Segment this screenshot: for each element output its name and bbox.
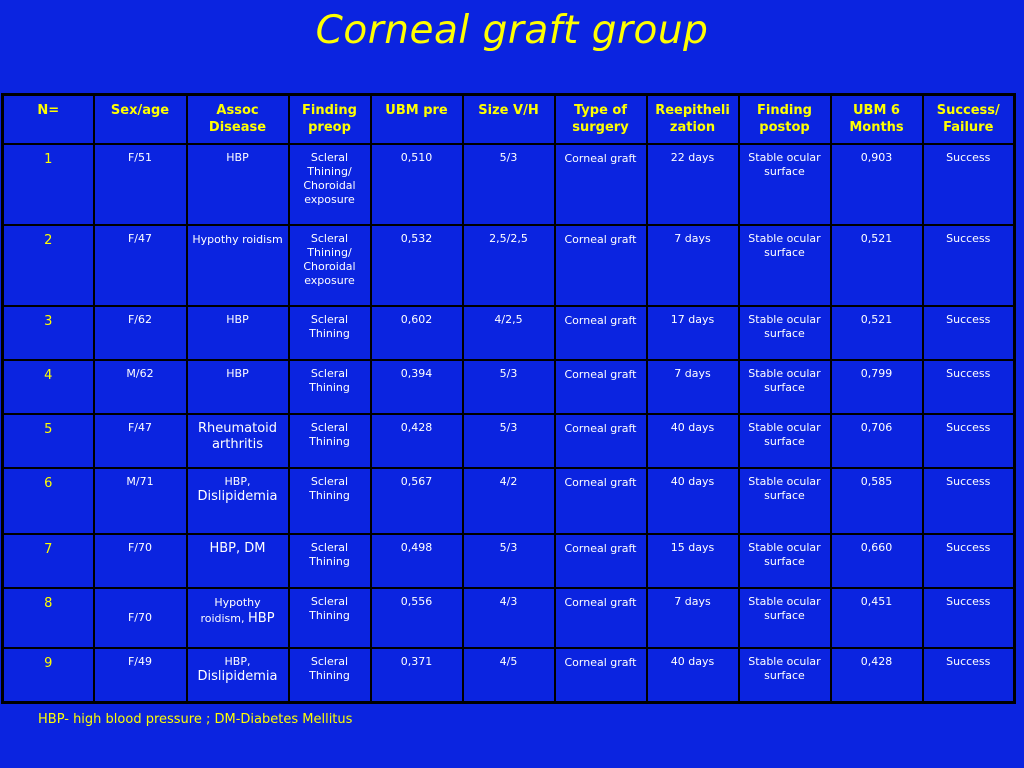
header-reepithelization: Reepitheli zation bbox=[647, 95, 739, 145]
result-cell: Success bbox=[923, 360, 1015, 414]
ubm-pre-cell: 0,567 bbox=[371, 468, 463, 534]
size-cell: 5/3 bbox=[463, 534, 555, 588]
header-ubm-pre: UBM pre bbox=[371, 95, 463, 145]
surgery-cell bbox=[555, 534, 647, 588]
ubm-pre-cell: 0,556 bbox=[371, 588, 463, 648]
finding-postop-cell: Stable ocular surface bbox=[739, 144, 831, 225]
ubm-6m-cell: 0,799 bbox=[831, 360, 923, 414]
size-cell: 4/5 bbox=[463, 648, 555, 702]
size-cell: 4/2,5 bbox=[463, 306, 555, 360]
surgery-cell bbox=[555, 414, 647, 468]
surgery-text: Corneal graft bbox=[564, 656, 637, 669]
disease-cell: Hypothy roidism bbox=[187, 225, 289, 306]
disease-cell bbox=[187, 468, 289, 534]
disease-text-line-2 bbox=[190, 611, 286, 627]
disease-text: Dislipidemia bbox=[197, 669, 278, 684]
size-cell: 5/3 bbox=[463, 414, 555, 468]
ubm-pre-cell: 0,532 bbox=[371, 225, 463, 306]
finding-postop-cell: Stable ocular surface bbox=[739, 468, 831, 534]
disease-text: HBP, DM bbox=[209, 541, 266, 556]
result-cell: Success bbox=[923, 414, 1015, 468]
ubm-6m-cell: 0,585 bbox=[831, 468, 923, 534]
disease-cell bbox=[187, 534, 289, 588]
table-row bbox=[3, 360, 1015, 414]
reepithelization-cell: 40 days bbox=[647, 468, 739, 534]
sex-age-cell: F/51 bbox=[94, 144, 187, 225]
disease-text: HBP, bbox=[224, 475, 251, 488]
size-cell: 2,5/2,5 bbox=[463, 225, 555, 306]
disease-text: HBP, bbox=[224, 655, 251, 668]
finding-preop-cell: Scleral Thining bbox=[289, 414, 371, 468]
reepithelization-cell: 7 days bbox=[647, 588, 739, 648]
ubm-6m-cell: 0,706 bbox=[831, 414, 923, 468]
size-cell: 5/3 bbox=[463, 144, 555, 225]
surgery-text: Corneal graft bbox=[564, 476, 637, 489]
header-sex-age: Sex/age bbox=[94, 95, 187, 145]
ubm-6m-cell: 0,521 bbox=[831, 225, 923, 306]
corneal-graft-table bbox=[1, 93, 1016, 704]
table-row bbox=[3, 588, 1015, 648]
reepithelization-cell: 15 days bbox=[647, 534, 739, 588]
surgery-cell bbox=[555, 648, 647, 702]
surgery-cell bbox=[555, 306, 647, 360]
result-cell: Success bbox=[923, 534, 1015, 588]
finding-preop-cell: Scleral Thining bbox=[289, 306, 371, 360]
reepithelization-cell: 17 days bbox=[647, 306, 739, 360]
disease-text: HBP bbox=[248, 611, 275, 626]
finding-preop-cell: Scleral Thining/ Choroidal exposure bbox=[289, 144, 371, 225]
ubm-pre-cell: 0,428 bbox=[371, 414, 463, 468]
table-row bbox=[3, 648, 1015, 702]
table-row bbox=[3, 306, 1015, 360]
disease-text: Hypothy bbox=[214, 596, 261, 609]
ubm-pre-cell: 0,498 bbox=[371, 534, 463, 588]
ubm-pre-cell: 0,371 bbox=[371, 648, 463, 702]
disease-cell: HBP bbox=[187, 144, 289, 225]
row-number: 2 bbox=[3, 225, 94, 306]
finding-postop-cell: Stable ocular surface bbox=[739, 648, 831, 702]
size-cell: 4/3 bbox=[463, 588, 555, 648]
ubm-pre-cell: 0,510 bbox=[371, 144, 463, 225]
slide-title: Corneal graft group bbox=[315, 8, 709, 53]
header-finding-preop: Finding preop bbox=[289, 95, 371, 145]
finding-preop-cell: Scleral Thining bbox=[289, 360, 371, 414]
sex-age-cell bbox=[94, 588, 187, 648]
reepithelization-cell: 40 days bbox=[647, 648, 739, 702]
finding-postop-cell: Stable ocular surface bbox=[739, 534, 831, 588]
header-assoc-disease: Assoc Disease bbox=[187, 95, 289, 145]
size-cell: 5/3 bbox=[463, 360, 555, 414]
header-success-failure: Success/ Failure bbox=[923, 95, 1015, 145]
result-cell: Success bbox=[923, 648, 1015, 702]
surgery-text: Corneal graft bbox=[564, 422, 637, 435]
surgery-cell bbox=[555, 360, 647, 414]
disease-text: Dislipidemia bbox=[197, 489, 278, 504]
disease-cell: HBP bbox=[187, 360, 289, 414]
result-cell: Success bbox=[923, 225, 1015, 306]
surgery-text: Corneal graft bbox=[564, 233, 637, 246]
surgery-text: Corneal graft bbox=[564, 368, 637, 381]
sex-age-cell: M/62 bbox=[94, 360, 187, 414]
header-finding-postop: Finding postop bbox=[739, 95, 831, 145]
sex-age-cell: F/47 bbox=[94, 225, 187, 306]
ubm-pre-cell: 0,602 bbox=[371, 306, 463, 360]
sex-age-cell: F/47 bbox=[94, 414, 187, 468]
surgery-cell bbox=[555, 588, 647, 648]
reepithelization-cell: 40 days bbox=[647, 414, 739, 468]
table-row bbox=[3, 225, 1015, 306]
finding-preop-cell: Scleral Thining bbox=[289, 468, 371, 534]
table-row bbox=[3, 144, 1015, 225]
row-number: 4 bbox=[3, 360, 94, 414]
table-row bbox=[3, 534, 1015, 588]
header-ubm-6-months: UBM 6 Months bbox=[831, 95, 923, 145]
header-type-of-surgery: Type of surgery bbox=[555, 95, 647, 145]
row-number: 3 bbox=[3, 306, 94, 360]
sex-age-cell: F/62 bbox=[94, 306, 187, 360]
row-number: 9 bbox=[3, 648, 94, 702]
sex-age-cell: F/49 bbox=[94, 648, 187, 702]
finding-preop-cell: Scleral Thining bbox=[289, 534, 371, 588]
surgery-cell bbox=[555, 225, 647, 306]
header-size: Size V/H bbox=[463, 95, 555, 145]
abbreviation-footnote: HBP- high blood pressure ; DM-Diabetes Mellitus bbox=[38, 712, 353, 727]
ubm-6m-cell: 0,428 bbox=[831, 648, 923, 702]
finding-postop-cell: Stable ocular surface bbox=[739, 414, 831, 468]
surgery-text: Corneal graft bbox=[564, 152, 637, 165]
row-number: 5 bbox=[3, 414, 94, 468]
surgery-text: Corneal graft bbox=[564, 542, 637, 555]
result-cell: Success bbox=[923, 144, 1015, 225]
finding-preop-cell: Scleral Thining bbox=[289, 588, 371, 648]
size-cell: 4/2 bbox=[463, 468, 555, 534]
result-cell: Success bbox=[923, 468, 1015, 534]
header-n: N= bbox=[3, 95, 94, 145]
finding-postop-cell: Stable ocular surface bbox=[739, 588, 831, 648]
finding-postop-cell: Stable ocular surface bbox=[739, 360, 831, 414]
sex-age-text: F/70 bbox=[127, 611, 153, 624]
surgery-text: Corneal graft bbox=[564, 596, 637, 609]
surgery-cell bbox=[555, 144, 647, 225]
finding-postop-cell: Stable ocular surface bbox=[739, 225, 831, 306]
surgery-text: Corneal graft bbox=[564, 314, 637, 327]
reepithelization-cell: 7 days bbox=[647, 360, 739, 414]
surgery-cell bbox=[555, 468, 647, 534]
disease-text: Rheumatoid arthritis bbox=[197, 421, 278, 452]
disease-cell bbox=[187, 414, 289, 468]
finding-postop-cell: Stable ocular surface bbox=[739, 306, 831, 360]
result-cell: Success bbox=[923, 588, 1015, 648]
ubm-6m-cell: 0,903 bbox=[831, 144, 923, 225]
disease-cell bbox=[187, 588, 289, 648]
finding-preop-cell: Scleral Thining/ Choroidal exposure bbox=[289, 225, 371, 306]
reepithelization-cell: 22 days bbox=[647, 144, 739, 225]
ubm-pre-cell: 0,394 bbox=[371, 360, 463, 414]
disease-text: roidism, bbox=[200, 612, 245, 625]
row-number: 6 bbox=[3, 468, 94, 534]
ubm-6m-cell: 0,521 bbox=[831, 306, 923, 360]
table-row bbox=[3, 468, 1015, 534]
table-row bbox=[3, 414, 1015, 468]
disease-cell bbox=[187, 648, 289, 702]
row-number: 7 bbox=[3, 534, 94, 588]
table-header-row bbox=[3, 95, 1015, 145]
sex-age-cell: M/71 bbox=[94, 468, 187, 534]
sex-age-cell: F/70 bbox=[94, 534, 187, 588]
reepithelization-cell: 7 days bbox=[647, 225, 739, 306]
ubm-6m-cell: 0,660 bbox=[831, 534, 923, 588]
row-number: 8 bbox=[3, 588, 94, 648]
row-number: 1 bbox=[3, 144, 94, 225]
result-cell: Success bbox=[923, 306, 1015, 360]
finding-preop-cell: Scleral Thining bbox=[289, 648, 371, 702]
disease-cell: HBP bbox=[187, 306, 289, 360]
ubm-6m-cell: 0,451 bbox=[831, 588, 923, 648]
